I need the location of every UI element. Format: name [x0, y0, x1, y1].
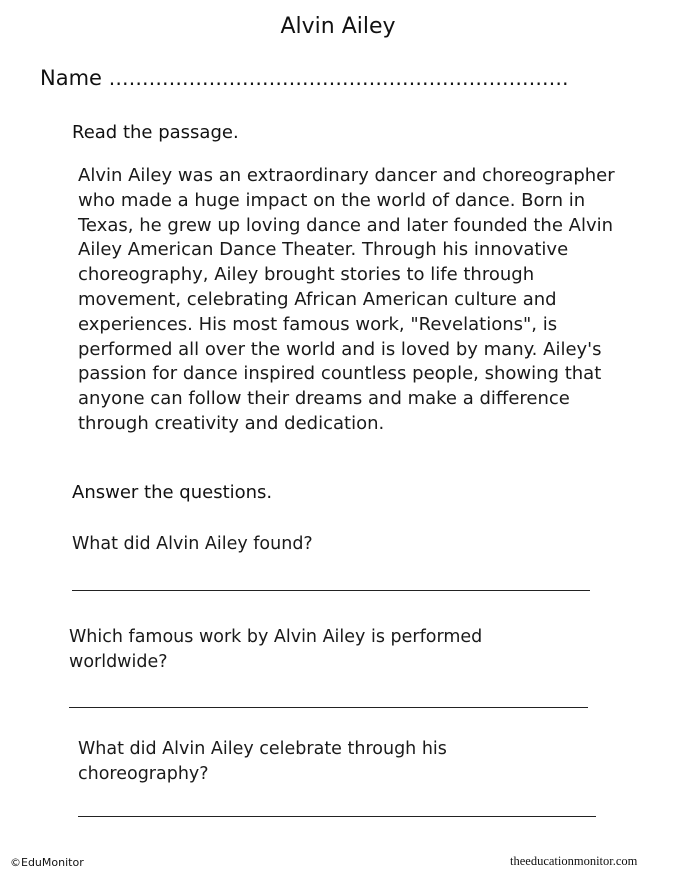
questions-heading: Answer the questions. — [72, 482, 273, 503]
copyright-text: ©EduMonitor — [10, 856, 84, 869]
worksheet-title: Alvin Ailey — [280, 14, 396, 39]
answer-line-3[interactable] — [78, 816, 596, 817]
question-2: Which famous work by Alvin Ailey is performed worldwide? — [69, 627, 483, 672]
website-link[interactable]: theeducationmonitor.com — [510, 854, 638, 868]
answer-line-2[interactable] — [69, 707, 588, 708]
passage-heading: Read the passage. — [72, 122, 239, 143]
passage-text: Alvin Ailey was an extraordinary dancer and choreographer who made a huge impact on the world of dance. Born in Texas, he grew up loving dance and later founded the Alvin Ailey American Dance Theater. Through his innovative choreography, Ailey brought stories to life through movement, celebrating African American culture and experiences. His most famous work, "Revelations", is performed all over the world and is loved by many. Ailey's passion for dance inspired countless people, showing that anyone can follow their dreams and make a difference through creativity and dedication. — [78, 165, 615, 434]
answer-line-1[interactable] — [72, 590, 590, 591]
name-row — [40, 66, 569, 90]
name-label: Name — [40, 66, 102, 90]
question-3: What did Alvin Ailey celebrate through his choreography? — [78, 739, 447, 784]
name-dotted-line[interactable]: …………………………………………………………… — [108, 66, 569, 90]
question-1: What did Alvin Ailey found? — [72, 534, 313, 554]
